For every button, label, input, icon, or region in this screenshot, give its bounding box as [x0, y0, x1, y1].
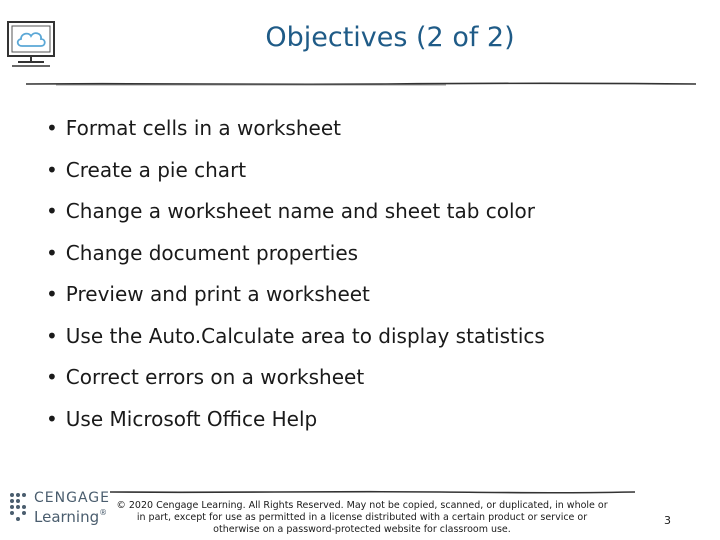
copyright-line: © 2020 Cengage Learning. All Rights Reserved. May not be copied, scanned, or duplicated, in whole or: [116, 500, 608, 511]
brand-subname: Learning®: [34, 508, 108, 526]
cengage-logo-icon: [6, 490, 30, 526]
list-item: • Format cells in a worksheet: [46, 108, 545, 150]
registered-mark: ®: [99, 508, 108, 517]
copyright-notice: [110, 500, 614, 536]
list-item: • Change document properties: [46, 233, 545, 275]
slide-title: Objectives (2 of 2): [265, 22, 515, 53]
footer-divider: [110, 488, 635, 496]
list-item: • Preview and print a worksheet: [46, 274, 545, 316]
list-item: • Use Microsoft Office Help: [46, 399, 545, 441]
cloud-computer-icon: [6, 18, 58, 74]
cengage-logo: [6, 488, 110, 532]
list-item: • Create a pie chart: [46, 150, 545, 192]
title-divider: [26, 80, 696, 88]
list-item: • Use the Auto.Calculate area to display statistics: [46, 316, 545, 358]
list-item: • Correct errors on a worksheet: [46, 357, 545, 399]
copyright-line: otherwise on a password-protected website for classroom use.: [213, 524, 511, 535]
brand-name: CENGAGE: [34, 490, 110, 506]
page-number: 3: [664, 514, 671, 527]
objectives-list: [46, 108, 545, 440]
list-item: • Change a worksheet name and sheet tab color: [46, 191, 545, 233]
copyright-line: in part, except for use as permitted in a license distributed with a certain product or service or: [136, 512, 588, 523]
